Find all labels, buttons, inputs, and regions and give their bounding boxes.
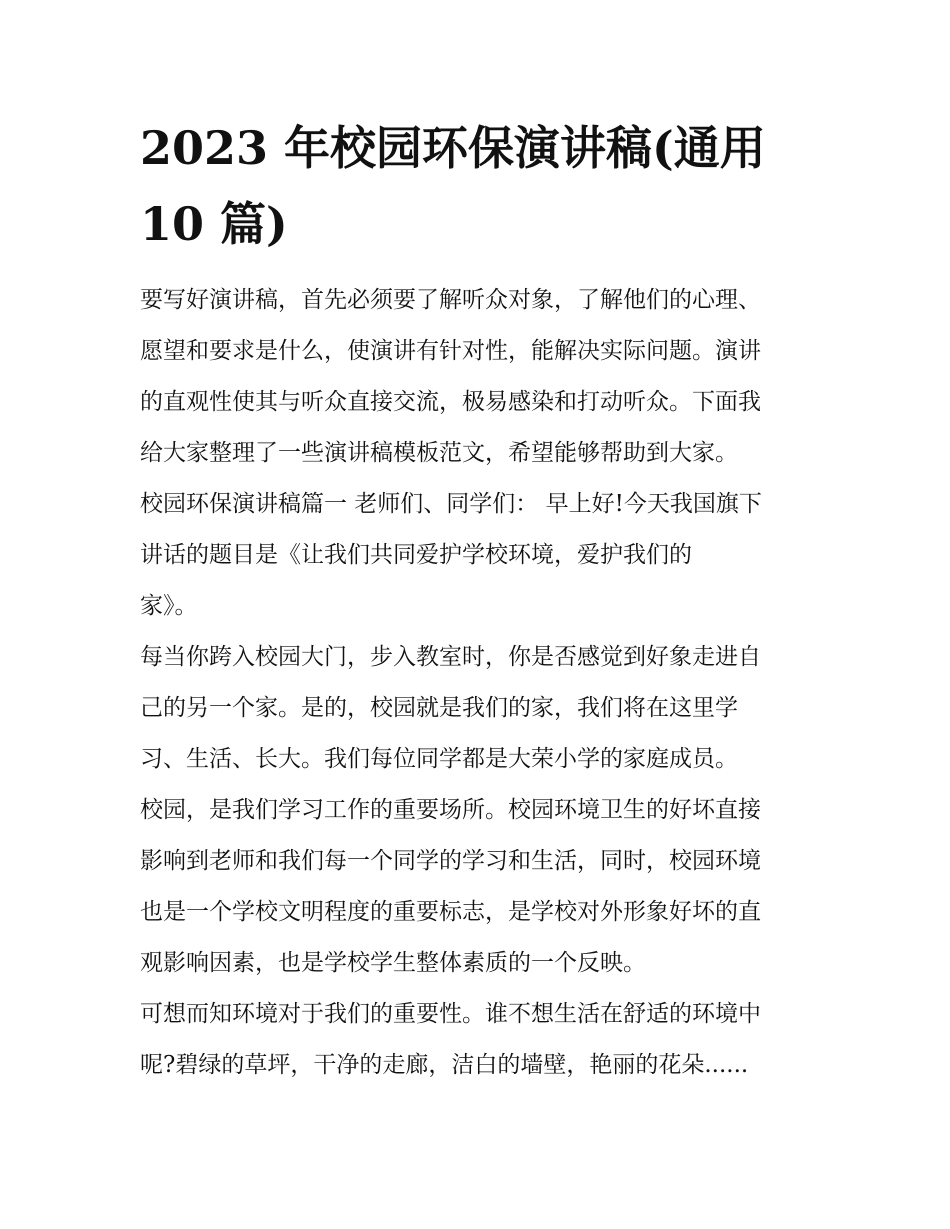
text-line: 也是一个学校文明程度的重要标志，是学校对外形象好坏的直 (140, 899, 761, 925)
text-line: 的直观性使其与听众直接交流，极易感染和打动听众。下面我 (140, 389, 761, 415)
page-title (140, 110, 820, 262)
paragraph-environment (140, 989, 830, 1091)
text-line: 要写好演讲稿，首先必须要了解听众对象，了解他们的心理、 (140, 287, 761, 313)
text-line: 校园，是我们学习工作的重要场所。校园环境卫生的好坏直接 (140, 797, 761, 823)
text-line: 愿望和要求是什么，使演讲有针对性，能解决实际问题。演讲 (140, 338, 761, 364)
text-line: 校园环保演讲稿篇一 老师们、同学们： 早上好!今天我国旗下 (140, 491, 762, 517)
text-line: 己的另一个家。是的，校园就是我们的家，我们将在这里学 (140, 695, 738, 721)
text-line: 家》。 (140, 593, 198, 619)
title-line: 2023 年校园环保演讲稿(通用 (140, 121, 766, 175)
text-line: 可想而知环境对于我们的重要性。谁不想生活在舒适的环境中 (140, 1001, 761, 1027)
text-line: 给大家整理了一些演讲稿模板范文，希望能够帮助到大家。 (140, 440, 738, 466)
document-body (140, 275, 830, 1091)
text-line: 讲话的题目是《让我们共同爱护学校环境，爱护我们的 (140, 542, 692, 568)
paragraph-speech-opening (140, 479, 830, 632)
text-line: 每当你跨入校园大门，步入教室时，你是否感觉到好象走进自 (140, 644, 761, 670)
text-line: 观影响因素，也是学校学生整体素质的一个反映。 (140, 950, 646, 976)
title-line: 10 篇) (140, 197, 288, 251)
text-line: 呢?碧绿的草坪，干净的走廊，洁白的墙壁，艳丽的花朵...... (140, 1052, 749, 1078)
paragraph-campus-home (140, 632, 830, 785)
text-line: 习、生活、长大。我们每位同学都是大荣小学的家庭成员。 (140, 746, 738, 772)
text-line: 影响到老师和我们每一个同学的学习和生活，同时，校园环境 (140, 848, 761, 874)
paragraph-campus-importance (140, 785, 830, 989)
paragraph-intro (140, 275, 830, 479)
